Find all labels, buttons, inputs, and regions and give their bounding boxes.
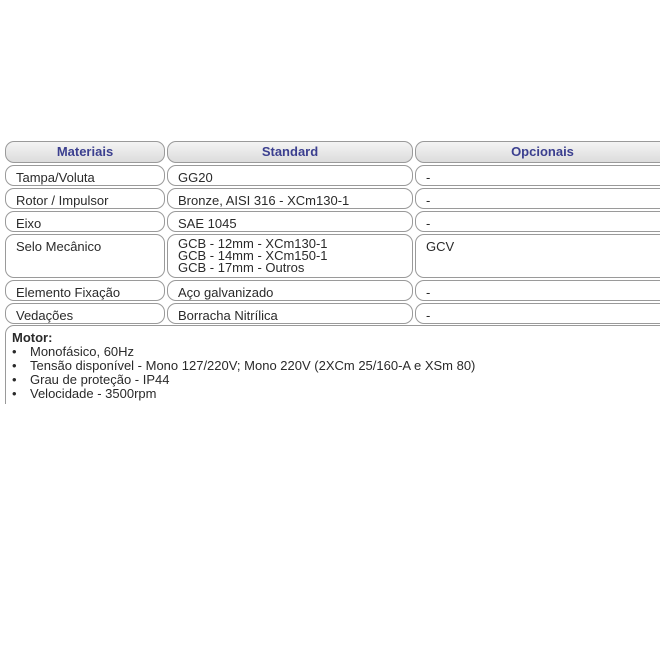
header-opcionais: Opcionais — [415, 141, 660, 163]
row-standard: Bronze, AISI 316 - XCm130-1 — [167, 188, 413, 209]
row-material: Elemento Fixação — [5, 280, 165, 301]
motor-section — [5, 325, 660, 404]
motor-title: Motor: — [12, 330, 53, 345]
row-opcional: - — [415, 211, 660, 232]
row-opcional: - — [415, 165, 660, 186]
motor-item: • Velocidade - 3500rpm — [12, 387, 660, 401]
motor-item: • Monofásico, 60Hz — [12, 345, 660, 359]
row-material: Tampa/Voluta — [5, 165, 165, 186]
row-material: Eixo — [5, 211, 165, 232]
spec-table — [5, 141, 660, 404]
row-opcional: - — [415, 188, 660, 209]
row-standard: Aço galvanizado — [167, 280, 413, 301]
motor-item: • Grau de proteção - IP44 — [12, 373, 660, 387]
row-standard: GG20 — [167, 165, 413, 186]
row-material: Selo Mecânico — [5, 234, 165, 278]
row-material: Vedações — [5, 303, 165, 324]
motor-list — [12, 345, 660, 401]
header-materiais: Materiais — [5, 141, 165, 163]
row-standard: GCB - 12mm - XCm130-1 GCB - 14mm - XCm150-1 GCB - 17mm - Outros — [167, 234, 413, 278]
row-material: Rotor / Impulsor — [5, 188, 165, 209]
motor-item: • Tensão disponível - Mono 127/220V; Mono 220V (2XCm 25/160-A e XSm 80) — [12, 359, 660, 373]
row-opcional: - — [415, 280, 660, 301]
row-standard: SAE 1045 — [167, 211, 413, 232]
row-opcional: - — [415, 303, 660, 324]
row-standard: Borracha Nitrílica — [167, 303, 413, 324]
header-standard: Standard — [167, 141, 413, 163]
row-opcional: GCV — [415, 234, 660, 278]
